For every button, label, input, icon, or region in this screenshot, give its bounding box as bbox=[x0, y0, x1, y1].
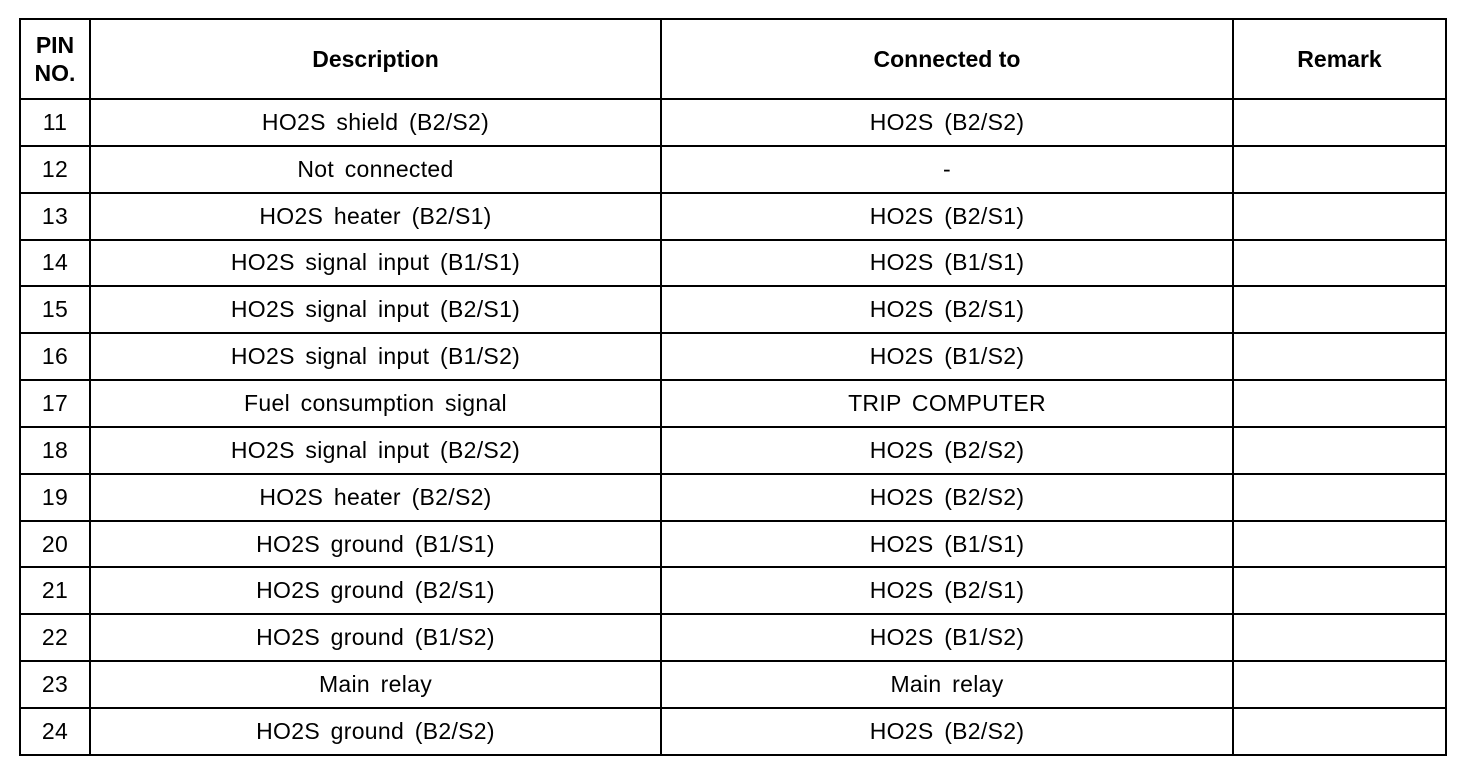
connected-to-cell: HO2S (B2/S2) bbox=[661, 474, 1233, 521]
description-cell: HO2S signal input (B1/S2) bbox=[90, 333, 661, 380]
header-row bbox=[20, 19, 1446, 99]
pin-cell: 13 bbox=[20, 193, 90, 240]
table-row bbox=[20, 427, 1446, 474]
connected-to-cell: HO2S (B2/S1) bbox=[661, 193, 1233, 240]
pin-cell: 21 bbox=[20, 567, 90, 614]
table-body bbox=[20, 99, 1446, 755]
pin-cell: 16 bbox=[20, 333, 90, 380]
connected-to-cell: HO2S (B1/S2) bbox=[661, 614, 1233, 661]
description-cell: HO2S heater (B2/S2) bbox=[90, 474, 661, 521]
description-cell: HO2S shield (B2/S2) bbox=[90, 99, 661, 146]
table-row bbox=[20, 614, 1446, 661]
pin-cell: 18 bbox=[20, 427, 90, 474]
table-row bbox=[20, 380, 1446, 427]
table-row bbox=[20, 661, 1446, 708]
header-connected-to: Connected to bbox=[661, 19, 1233, 99]
remark-cell bbox=[1233, 614, 1446, 661]
remark-cell bbox=[1233, 474, 1446, 521]
description-cell: HO2S signal input (B1/S1) bbox=[90, 240, 661, 287]
table-row bbox=[20, 708, 1446, 755]
remark-cell bbox=[1233, 99, 1446, 146]
header-description: Description bbox=[90, 19, 661, 99]
pin-cell: 20 bbox=[20, 521, 90, 568]
pin-cell: 23 bbox=[20, 661, 90, 708]
connected-to-cell: HO2S (B1/S1) bbox=[661, 240, 1233, 287]
connected-to-cell: Main relay bbox=[661, 661, 1233, 708]
connected-to-cell: HO2S (B1/S1) bbox=[661, 521, 1233, 568]
table-row bbox=[20, 567, 1446, 614]
pin-table bbox=[19, 18, 1447, 756]
pin-cell: 22 bbox=[20, 614, 90, 661]
remark-cell bbox=[1233, 521, 1446, 568]
remark-cell bbox=[1233, 286, 1446, 333]
header-pin-line1: PIN bbox=[35, 32, 75, 58]
pin-cell: 15 bbox=[20, 286, 90, 333]
description-cell: Main relay bbox=[90, 661, 661, 708]
remark-cell bbox=[1233, 661, 1446, 708]
pin-cell: 19 bbox=[20, 474, 90, 521]
remark-cell bbox=[1233, 333, 1446, 380]
table-row bbox=[20, 333, 1446, 380]
pin-cell: 24 bbox=[20, 708, 90, 755]
pin-cell: 17 bbox=[20, 380, 90, 427]
remark-cell bbox=[1233, 380, 1446, 427]
pin-cell: 14 bbox=[20, 240, 90, 287]
connected-to-cell: - bbox=[661, 146, 1233, 193]
table-row bbox=[20, 146, 1446, 193]
connected-to-cell: HO2S (B2/S2) bbox=[661, 708, 1233, 755]
connected-to-cell: HO2S (B2/S2) bbox=[661, 99, 1233, 146]
description-cell: HO2S heater (B2/S1) bbox=[90, 193, 661, 240]
connected-to-cell: HO2S (B2/S2) bbox=[661, 427, 1233, 474]
table-row bbox=[20, 286, 1446, 333]
header-pin-no bbox=[20, 19, 90, 99]
table-header bbox=[20, 19, 1446, 99]
connected-to-cell: HO2S (B2/S1) bbox=[661, 567, 1233, 614]
pin-cell: 11 bbox=[20, 99, 90, 146]
connected-to-cell: HO2S (B1/S2) bbox=[661, 333, 1233, 380]
table-row bbox=[20, 521, 1446, 568]
header-pin-line2: NO. bbox=[34, 60, 76, 86]
remark-cell bbox=[1233, 193, 1446, 240]
description-cell: Not connected bbox=[90, 146, 661, 193]
description-cell: HO2S ground (B2/S1) bbox=[90, 567, 661, 614]
remark-cell bbox=[1233, 240, 1446, 287]
remark-cell bbox=[1233, 146, 1446, 193]
description-cell: HO2S signal input (B2/S1) bbox=[90, 286, 661, 333]
description-cell: HO2S ground (B2/S2) bbox=[90, 708, 661, 755]
description-cell: HO2S ground (B1/S1) bbox=[90, 521, 661, 568]
remark-cell bbox=[1233, 427, 1446, 474]
description-cell: HO2S signal input (B2/S2) bbox=[90, 427, 661, 474]
table-row bbox=[20, 474, 1446, 521]
connected-to-cell: TRIP COMPUTER bbox=[661, 380, 1233, 427]
pin-cell: 12 bbox=[20, 146, 90, 193]
remark-cell bbox=[1233, 567, 1446, 614]
connected-to-cell: HO2S (B2/S1) bbox=[661, 286, 1233, 333]
table-row bbox=[20, 240, 1446, 287]
description-cell: HO2S ground (B1/S2) bbox=[90, 614, 661, 661]
header-remark: Remark bbox=[1233, 19, 1446, 99]
table-row bbox=[20, 99, 1446, 146]
description-cell: Fuel consumption signal bbox=[90, 380, 661, 427]
remark-cell bbox=[1233, 708, 1446, 755]
table-row bbox=[20, 193, 1446, 240]
